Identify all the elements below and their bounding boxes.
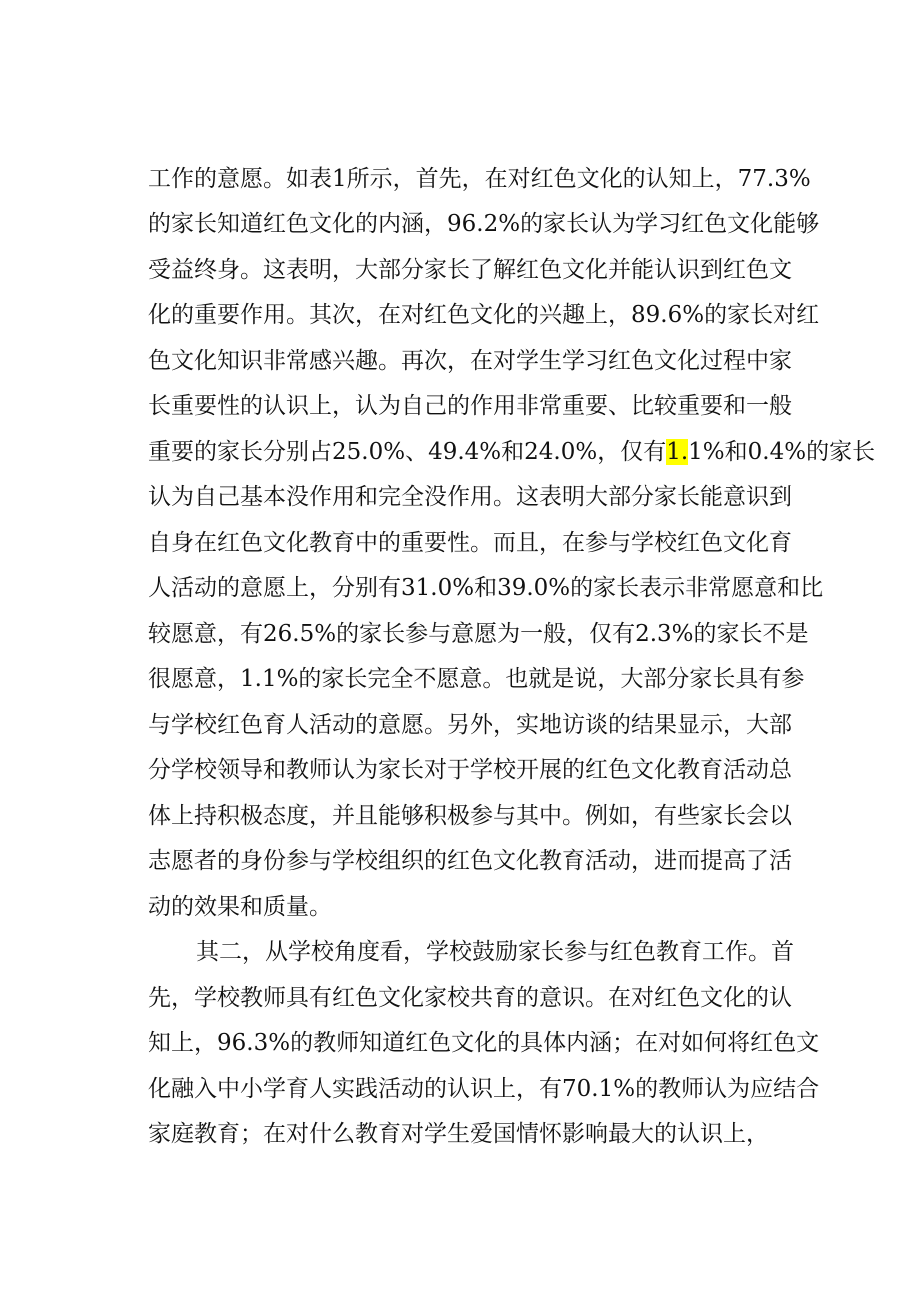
text-line: 动的效果和质量。: [148, 894, 332, 920]
text-line: 分学校领导和教师认为家长对于学校开展的红色文化教育活动总: [148, 757, 792, 783]
text-line: 较愿意，有26.5%的家长参与意愿为一般，仅有2.3%的家长不是: [148, 621, 809, 647]
text-line: 的家长知道红色文化的内涵，96.2%的家长认为学习红色文化能够: [148, 211, 820, 237]
text-line: 色文化知识非常感兴趣。再次，在对学生学习红色文化过程中家: [148, 348, 792, 374]
paragraph-start-line: 其二，从学校角度看，学校鼓励家长参与红色教育工作。首: [196, 939, 794, 965]
text-line: 长重要性的认识上，认为自己的作用非常重要、比较重要和一般: [148, 393, 792, 419]
line-text-tail: 1%和0.4%的家长: [688, 439, 876, 465]
text-line: 受益终身。这表明，大部分家长了解红色文化并能认识到红色文: [148, 257, 792, 283]
text-line: 志愿者的身份参与学校组织的红色文化教育活动，进而提高了活: [148, 848, 792, 874]
line-text: 重要的家长分别占25.0%、49.4%和24.0%，仅有: [148, 439, 667, 465]
text-line: 认为自己基本没作用和完全没作用。这表明大部分家长能意识到: [148, 484, 792, 510]
text-line-with-highlight: [148, 432, 920, 472]
text-line: 化的重要作用。其次，在对红色文化的兴趣上，89.6%的家长对红: [148, 302, 820, 328]
text-line: 工作的意愿。如表1所示，首先，在对红色文化的认知上，77.3%: [148, 166, 811, 192]
text-line: 自身在红色文化教育中的重要性。而且，在参与学校红色文化育: [148, 530, 792, 556]
text-line: 与学校红色育人活动的意愿。另外，实地访谈的结果显示，大部: [148, 712, 792, 738]
text-line: 很愿意，1.1%的家长完全不愿意。也就是说，大部分家长具有参: [148, 666, 805, 692]
highlighted-text: 1.: [666, 439, 689, 465]
text-line: 体上持积极态度，并且能够积极参与其中。例如，有些家长会以: [148, 803, 792, 829]
text-line: 人活动的意愿上，分别有31.0%和39.0%的家长表示非常愿意和比: [148, 575, 824, 601]
text-line: 家庭教育；在对什么教育对学生爱国情怀影响最大的认识上，: [148, 1121, 769, 1147]
text-line: 知上，96.3%的教师知道红色文化的具体内涵；在对如何将红色文: [148, 1030, 820, 1056]
text-line: 先，学校教师具有红色文化家校共育的意识。在对红色文化的认: [148, 985, 792, 1011]
text-line: 化融入中小学育人实践活动的认识上，有70.1%的教师认为应结合: [148, 1076, 820, 1102]
